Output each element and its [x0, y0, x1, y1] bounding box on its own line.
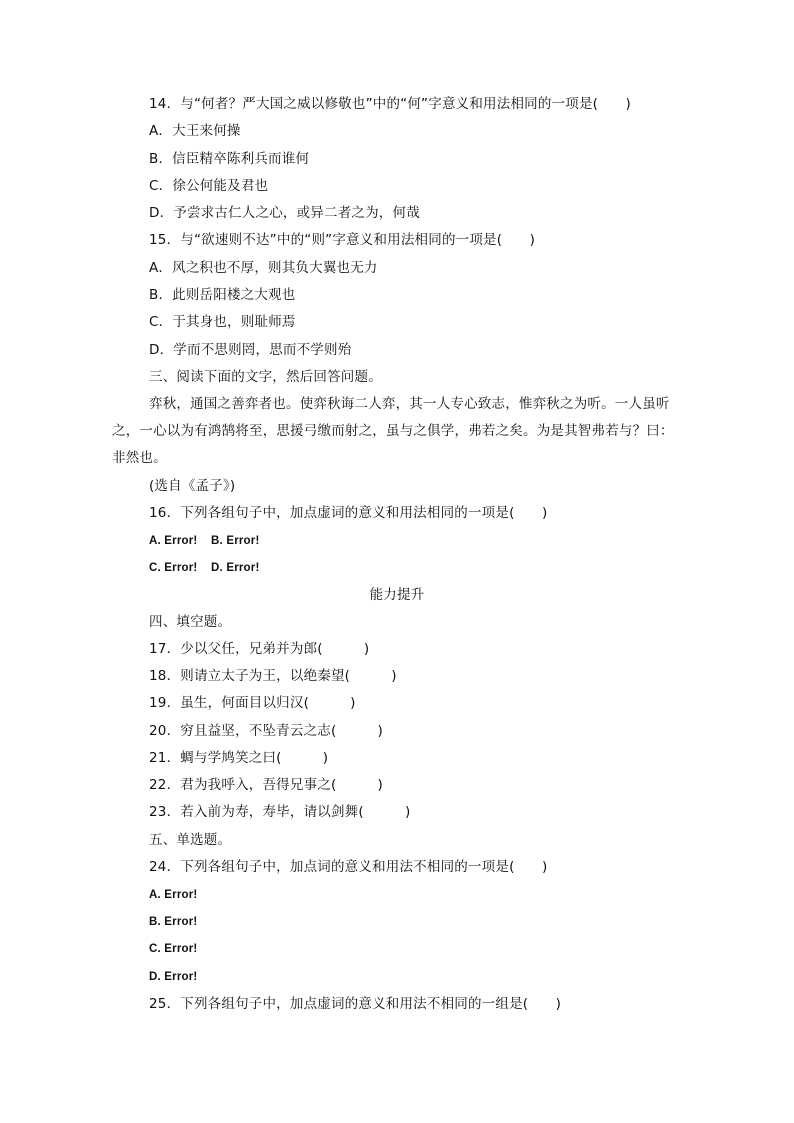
q16-options-row-2: C. Error! D. Error!: [149, 562, 260, 574]
q14-option-c: C．徐公何能及君也: [149, 178, 269, 194]
q16-stem: 16．下列各组句子中，加点虚词的意义和用法相同的一项是( ): [149, 505, 548, 521]
fill-item-17: 17．少以父任，兄弟并为郎( ): [149, 641, 370, 657]
fill-item-20: 20．穷且益坚，不坠青云之志( ): [149, 723, 384, 739]
q14-stem: 14．与“何者？严大国之威以修敬也”中的“何”字意义和用法相同的一项是( ): [149, 96, 631, 112]
q14-option-d: D．予尝求古仁人之心，或异二者之为，何哉: [149, 205, 420, 221]
fill-item-19: 19．虽生，何面目以归汉( ): [149, 695, 356, 711]
q14-option-a: A．大王来何操: [149, 123, 241, 139]
q24-option-d: D. Error!: [149, 971, 198, 983]
q24-stem: 24．下列各组句子中，加点词的意义和用法不相同的一项是( ): [149, 859, 548, 875]
q24-option-a: A. Error!: [149, 889, 198, 901]
q25-stem: 25．下列各组句子中，加点虚词的意义和用法不相同的一组是( ): [149, 996, 562, 1012]
q24-option-b: B. Error!: [149, 916, 198, 928]
section5-heading: 五、单选题。: [149, 832, 232, 848]
fill-item-22: 22．君为我呼入，吾得兄事之( ): [149, 777, 384, 793]
level-heading: 能力提升: [369, 587, 425, 603]
q15-option-a: A．风之积也不厚，则其负大翼也无力: [149, 260, 378, 276]
q14-option-b: B．信臣精卒陈利兵而谁何: [149, 151, 310, 167]
passage-line-1: 弈秋，通国之善弈者也。使弈秋诲二人弈，其一人专心致志，惟弈秋之为听。一人虽听: [149, 396, 670, 412]
section3-heading: 三、阅读下面的文字，然后回答问题。: [149, 369, 382, 385]
q15-stem: 15．与“欲速则不达”中的“则”字意义和用法相同的一项是( ): [149, 232, 536, 248]
passage-line-2: 之，一心以为有鸿鹄将至，思援弓缴而射之，虽与之俱学，弗若之矣。为是其智弗若与？曰：: [112, 423, 674, 439]
passage-line-3: 非然也。: [112, 450, 167, 466]
fill-item-23: 23．若入前为寿，寿毕，请以剑舞( ): [149, 804, 411, 820]
q15-option-d: D．学而不思则罔，思而不学则殆: [149, 342, 352, 358]
q16-options-row-1: A. Error! B. Error!: [149, 535, 260, 547]
fill-item-21: 21．蜩与学鸠笑之曰( ): [149, 750, 329, 766]
q24-option-c: C. Error!: [149, 943, 198, 955]
q15-option-c: C．于其身也，则耻师焉: [149, 314, 296, 330]
passage-source: (选自《孟子》): [149, 478, 236, 494]
q15-option-b: B．此则岳阳楼之大观也: [149, 287, 296, 303]
section4-heading: 四、填空题。: [149, 614, 232, 630]
fill-item-18: 18．则请立太子为王，以绝秦望( ): [149, 668, 397, 684]
